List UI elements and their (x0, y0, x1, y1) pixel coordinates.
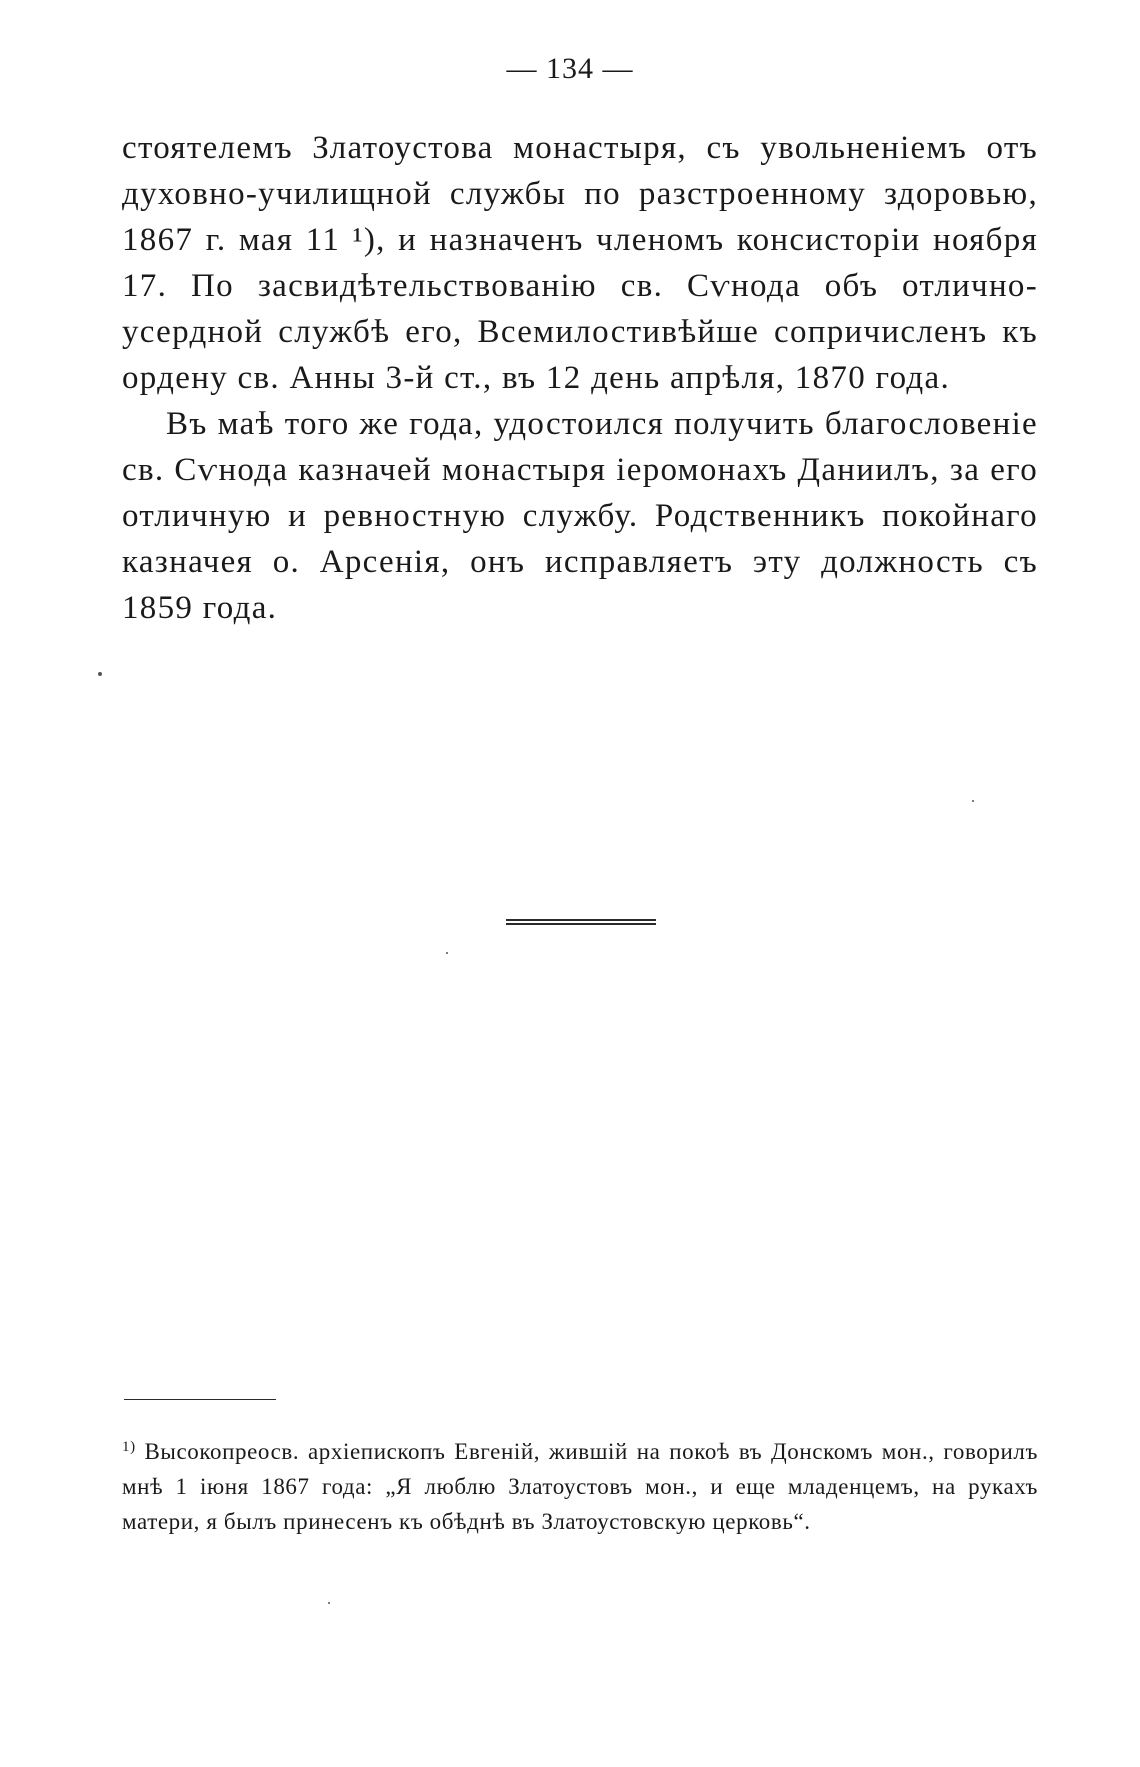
scan-speck (328, 1602, 330, 1604)
footnote-divider (124, 1399, 276, 1400)
scan-speck (972, 800, 974, 802)
paragraph-2: Въ маѣ того же года, удостоился получить благословенiе св. Сѵнода казначей монастыря iеромонахъ Даниилъ, за его отличную и ревностную службу. Родственникъ покойнаго казначея о. Арсенiя, онъ исправляетъ эту должность съ 1859 года. (122, 406, 1038, 626)
footnote-marker: 1) (122, 1439, 136, 1455)
scan-speck (98, 672, 102, 676)
footnote-text: Высокопреосв. архiепископъ Евгенiй, жившiй на покоѣ въ Донскомъ мон., говорилъ мнѣ 1 iюня 1867 года: „Я люблю Златоустовъ мон., и еще младенцемъ, на рукахъ матери, я былъ принесенъ къ обѣднѣ въ Златоустовскую церковь“. (122, 1439, 1038, 1534)
scan-speck (446, 952, 448, 954)
main-text (122, 125, 1038, 631)
page-number: — 134 — (506, 52, 634, 85)
paragraph-1: стоятелемъ Златоустова монастыря, съ увольненiемъ отъ духовно-училищной службы по разстроенному здоровью, 1867 г. мая 11 ¹), и назначенъ членомъ консисторiи ноября 17. По засвидѣтельствованiю св. Сѵнода объ отлично-усердной службѣ его, Всемилостивѣйше сопричисленъ къ ордену св. Анны 3-й ст., въ 12 день апрѣля, 1870 года. (122, 130, 1038, 396)
footnote (122, 1430, 1038, 1539)
section-divider (506, 919, 656, 925)
